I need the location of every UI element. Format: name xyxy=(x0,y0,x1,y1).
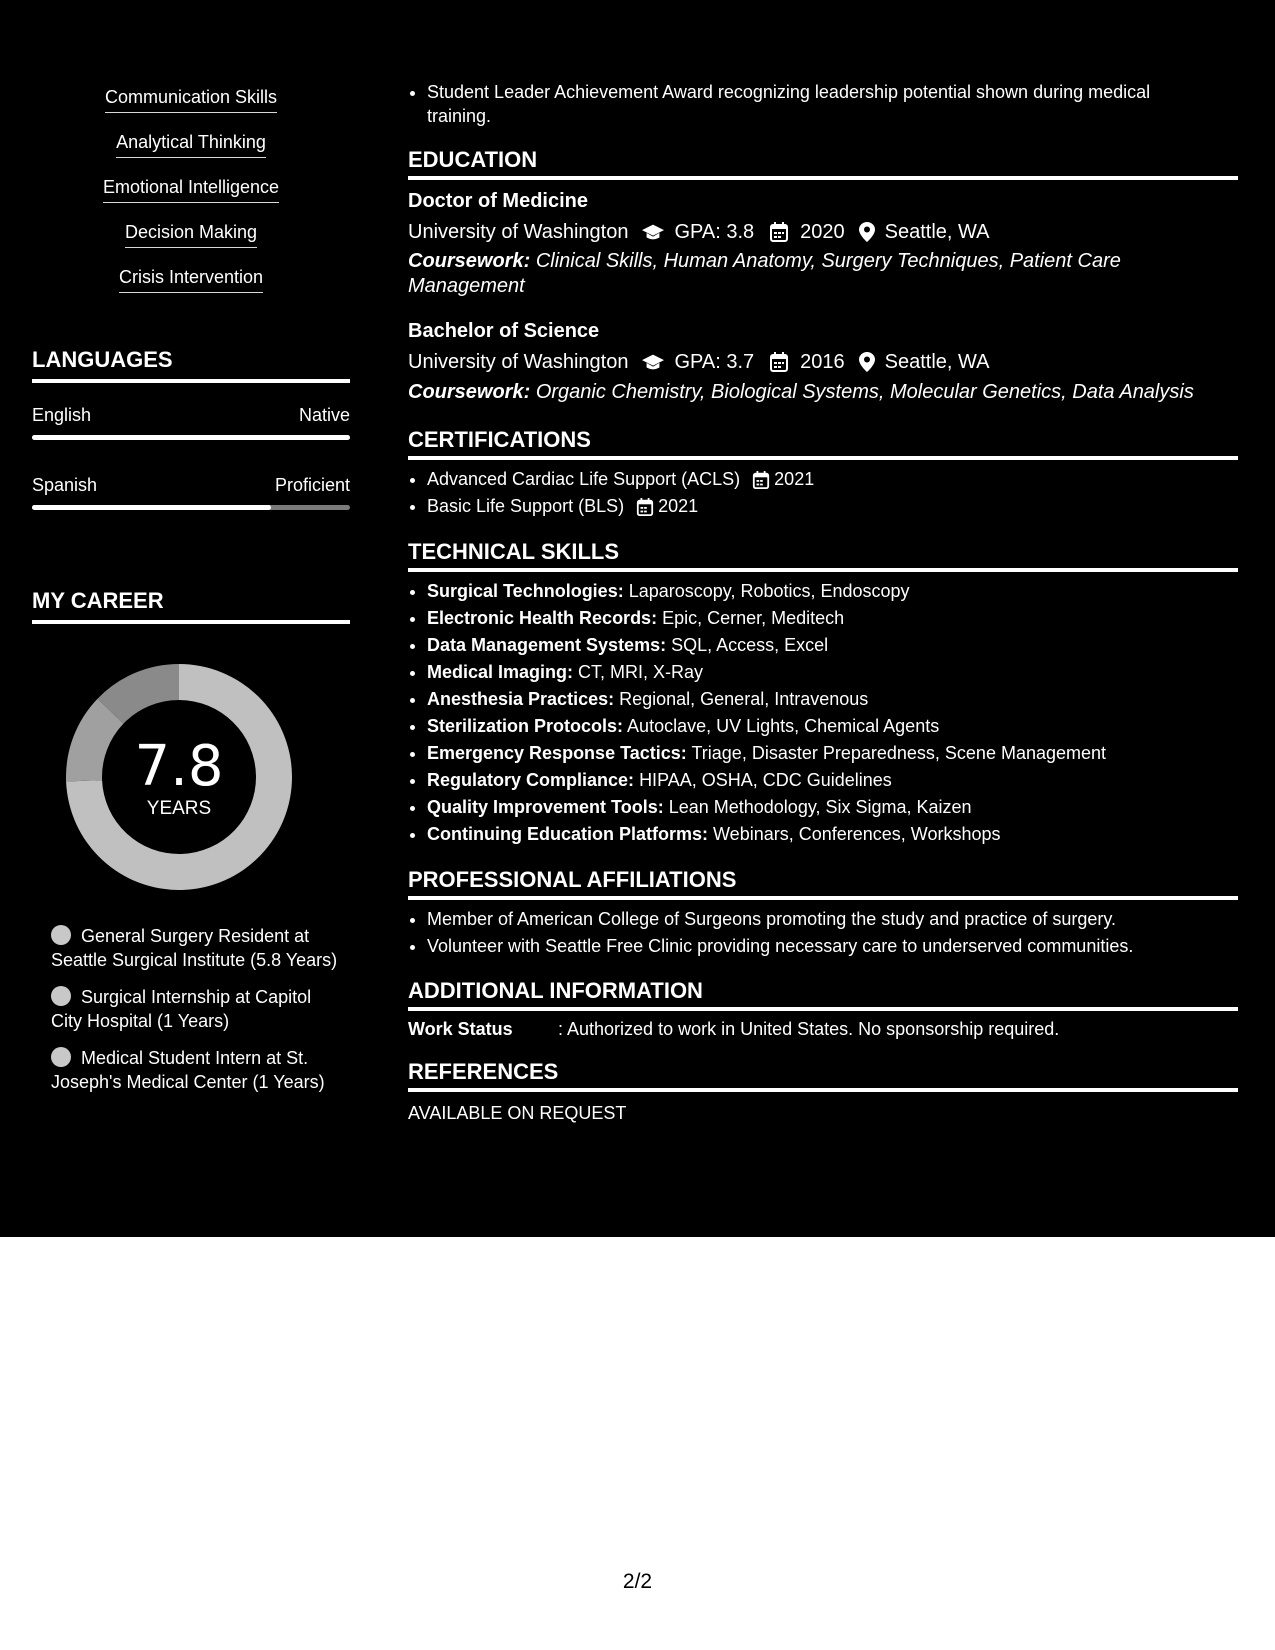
technical-skill-item xyxy=(427,659,1238,686)
skill-item: Analytical Thinking xyxy=(116,131,266,158)
coursework-text: Organic Chemistry, Biological Systems, Molecular Genetics, Data Analysis xyxy=(535,381,1194,403)
award-item: • Student Leader Achievement Award recognizing leadership potential shown during medical training. xyxy=(427,80,1198,128)
bullet-dot-icon xyxy=(51,986,71,1006)
calendar-icon xyxy=(768,352,790,372)
technical-skill-item xyxy=(427,740,1238,767)
technical-skill-item xyxy=(427,794,1238,821)
school-name: University of Washington xyxy=(408,351,629,373)
skill-value: HIPAA, OSHA, CDC Guidelines xyxy=(639,770,892,790)
coursework-label: Coursework: xyxy=(408,250,531,272)
technical-skill-item xyxy=(427,605,1238,632)
certification-year: 2021 xyxy=(774,469,815,489)
language-bar-fill xyxy=(32,505,271,510)
gpa: GPA: 3.8 xyxy=(674,221,755,243)
bullet-dot-icon xyxy=(51,1047,71,1067)
skill-label: Sterilization Protocols: xyxy=(427,716,624,736)
language-bar xyxy=(32,505,350,510)
skill-value: Triage, Disaster Preparedness, Scene Management xyxy=(691,743,1107,763)
skill-value: Laparoscopy, Robotics, Endoscopy xyxy=(628,581,910,601)
language-bar xyxy=(32,435,350,440)
technical-skill-item xyxy=(427,686,1238,713)
skills-list xyxy=(32,86,350,311)
language-english xyxy=(32,403,350,440)
calendar-icon xyxy=(636,498,654,516)
technical-skill-item xyxy=(427,821,1238,848)
skill-label: Continuing Education Platforms: xyxy=(427,824,708,844)
skill-item: Emotional Intelligence xyxy=(103,176,279,203)
degree-title: Bachelor of Science xyxy=(408,320,600,342)
skill-value: Regional, General, Intravenous xyxy=(619,689,869,709)
career-item xyxy=(51,924,341,972)
calendar-icon xyxy=(768,222,790,242)
language-bar-fill xyxy=(32,435,350,440)
affiliations-list xyxy=(408,906,1238,960)
graduation-cap-icon xyxy=(642,352,664,372)
career-item-text: General Surgery Resident at Seattle Surgical Institute (5.8 Years) xyxy=(51,926,338,970)
affiliation-item: • Member of American College of Surgeons promoting the study and practice of surgery. xyxy=(427,906,1238,933)
skill-value: SQL, Access, Excel xyxy=(671,635,829,655)
work-status-label: Work Status xyxy=(408,1019,513,1039)
education-details xyxy=(408,219,990,245)
affiliation-item: • Volunteer with Seattle Free Clinic providing necessary care to underserved communities. xyxy=(427,933,1238,960)
technical-skills-heading: TECHNICAL SKILLS xyxy=(408,539,1238,572)
certification-name: • Advanced Cardiac Life Support (ACLS) xyxy=(427,469,741,489)
language-name: Spanish xyxy=(32,475,98,495)
career-list xyxy=(51,924,341,1107)
gpa: GPA: 3.7 xyxy=(674,351,755,373)
skill-label: Medical Imaging: xyxy=(427,662,574,682)
language-level: Proficient xyxy=(274,475,350,495)
degree-title: Doctor of Medicine xyxy=(408,190,589,212)
coursework-label: Coursework: xyxy=(408,381,531,403)
language-spanish xyxy=(32,473,350,510)
location: Seattle, WA xyxy=(884,221,990,243)
bullet-dot-icon xyxy=(51,925,71,945)
additional-info-heading: ADDITIONAL INFORMATION xyxy=(408,978,1238,1011)
skill-item: Communication Skills xyxy=(105,86,277,113)
location: Seattle, WA xyxy=(884,351,990,373)
calendar-icon xyxy=(752,471,770,489)
language-name: English xyxy=(32,405,92,425)
education-heading: EDUCATION xyxy=(408,147,1238,180)
coursework-text: Clinical Skills, Human Anatomy, Surgery Techniques, Patient Care Management xyxy=(408,250,1121,297)
education-details xyxy=(408,349,990,375)
career-item-text: Medical Student Intern at St. Joseph's Medical Center (1 Years) xyxy=(51,1048,325,1092)
career-total: 7.8 xyxy=(134,734,224,799)
skill-value: CT, MRI, X-Ray xyxy=(578,662,704,682)
career-item xyxy=(51,1046,341,1094)
technical-skill-item xyxy=(427,632,1238,659)
skill-value: Epic, Cerner, Meditech xyxy=(662,608,845,628)
work-status xyxy=(408,1017,1059,1041)
language-level: Native xyxy=(298,405,350,425)
page-number: 2/2 xyxy=(622,1570,653,1593)
map-pin-icon xyxy=(859,352,875,372)
certification-name: • Basic Life Support (BLS) xyxy=(427,496,625,516)
certification-year: 2021 xyxy=(658,496,699,516)
certifications-heading: CERTIFICATIONS xyxy=(408,427,1238,460)
skill-item: Decision Making xyxy=(125,221,257,248)
skill-value: Autoclave, UV Lights, Chemical Agents xyxy=(627,716,940,736)
career-unit: YEARS xyxy=(146,798,212,819)
career-item xyxy=(51,985,341,1033)
technical-skill-item xyxy=(427,578,1238,605)
graduation-year: 2020 xyxy=(800,221,845,243)
affiliations-heading: PROFESSIONAL AFFILIATIONS xyxy=(408,867,1238,900)
career-item-text: Surgical Internship at Capitol City Hospital (1 Years) xyxy=(51,987,312,1031)
skill-label: Anesthesia Practices: xyxy=(427,689,615,709)
skill-label: Electronic Health Records: xyxy=(427,608,658,628)
references-heading: REFERENCES xyxy=(408,1059,1238,1092)
certification-item xyxy=(427,493,1238,520)
skill-label: Regulatory Compliance: xyxy=(427,770,635,790)
skill-label: Surgical Technologies: xyxy=(427,581,624,601)
graduation-year: 2016 xyxy=(800,351,845,373)
skill-label: Quality Improvement Tools: xyxy=(427,797,664,817)
languages-heading: LANGUAGES xyxy=(32,347,350,383)
skill-value: Webinars, Conferences, Workshops xyxy=(713,824,1001,844)
work-status-value: : Authorized to work in United States. No sponsorship required. xyxy=(558,1019,1060,1039)
technical-skill-item xyxy=(427,767,1238,794)
technical-skill-item xyxy=(427,713,1238,740)
technical-skills-list xyxy=(408,578,1238,848)
award-section xyxy=(408,80,1238,128)
career-heading: MY CAREER xyxy=(32,588,350,624)
skill-value: Lean Methodology, Six Sigma, Kaizen xyxy=(668,797,972,817)
coursework xyxy=(408,380,1228,405)
references-text: AVAILABLE ON REQUEST xyxy=(408,1103,627,1123)
coursework xyxy=(408,249,1228,299)
school-name: University of Washington xyxy=(408,221,629,243)
graduation-cap-icon xyxy=(642,222,664,242)
skill-label: Emergency Response Tactics: xyxy=(427,743,687,763)
skill-label: Data Management Systems: xyxy=(427,635,667,655)
certification-item xyxy=(427,466,1238,493)
map-pin-icon xyxy=(859,222,875,242)
skill-item: Crisis Intervention xyxy=(119,266,263,293)
certifications-list xyxy=(408,466,1238,520)
